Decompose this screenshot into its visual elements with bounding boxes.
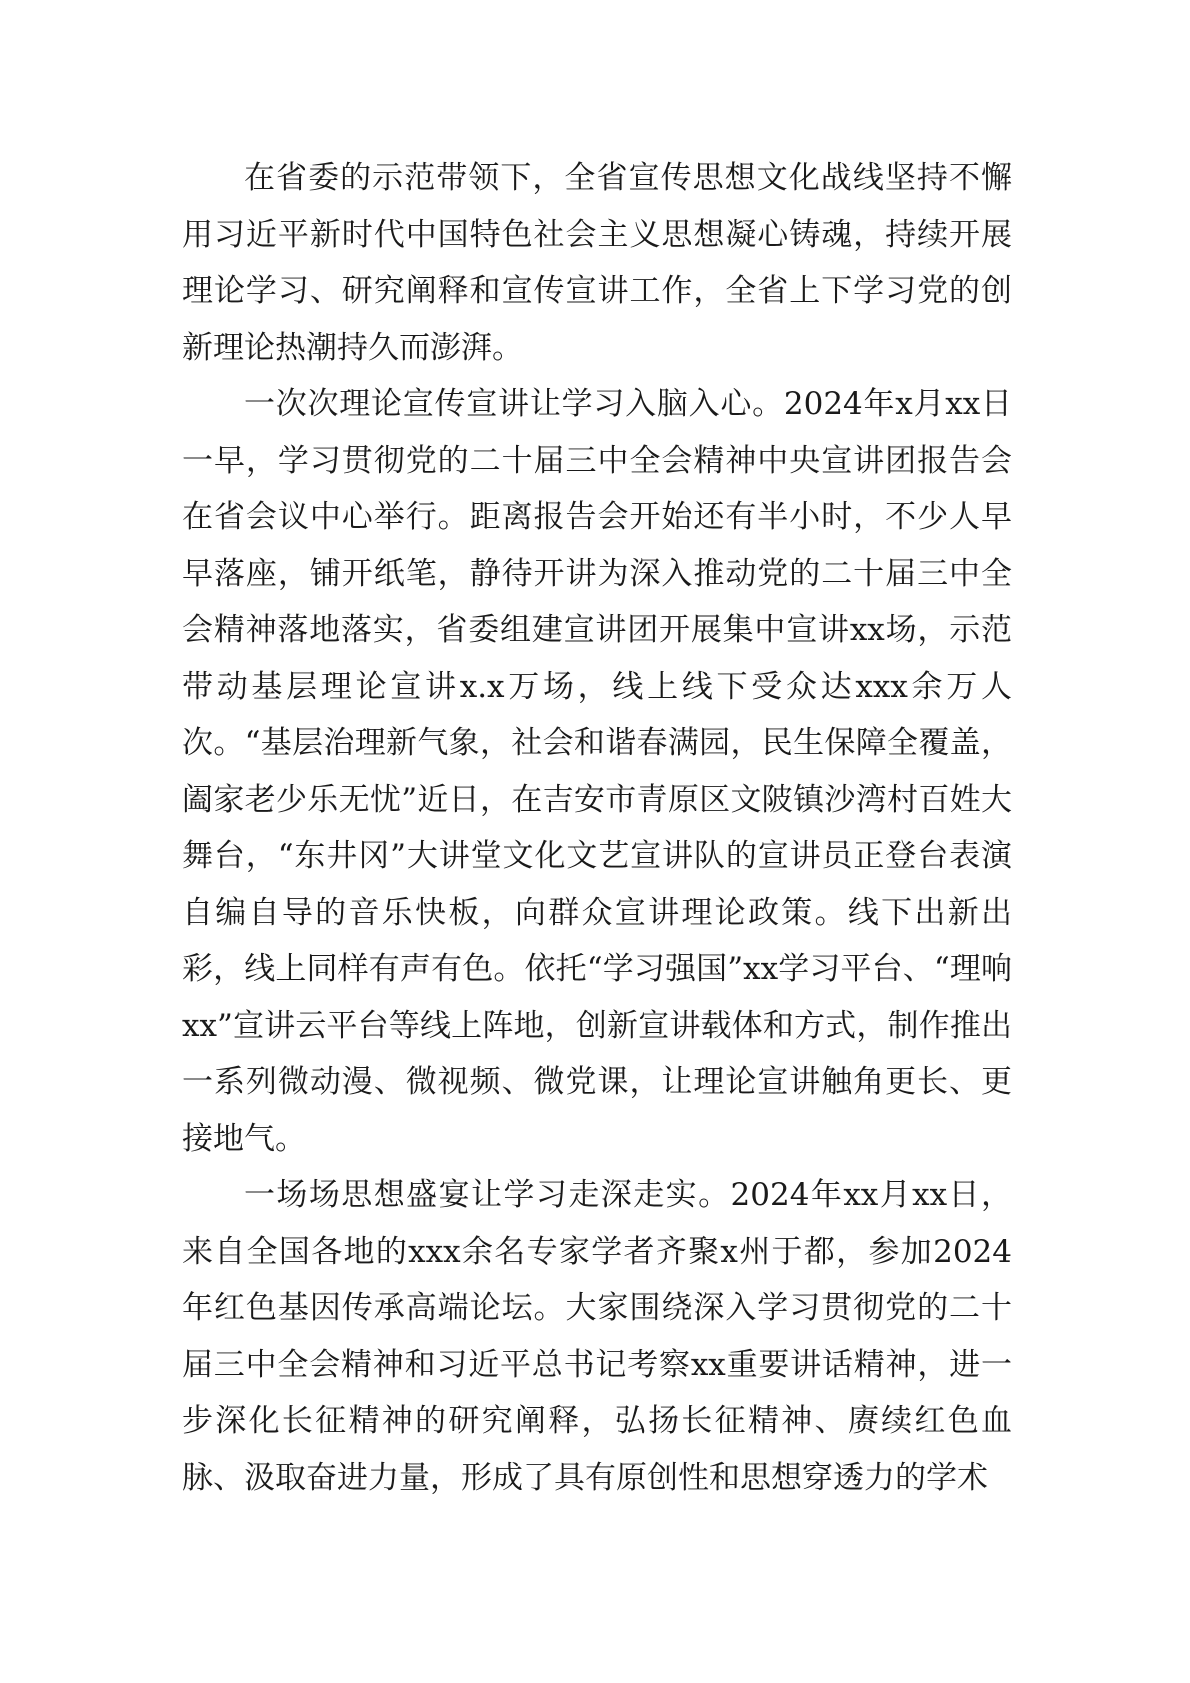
paragraph-1: 在省委的示范带领下，全省宣传思想文化战线坚持不懈用习近平新时代中国特色社会主义思想凝心铸魂，持续开展理论学习、研究阐释和宣传宣讲工作，全省上下学习党的创新理论热潮持久而澎湃。 xyxy=(182,160,1012,366)
document-body xyxy=(182,150,1012,1506)
paragraph-2: 一次次理论宣传宣讲让学习入脑入心。2024年x月xx日一早，学习贯彻党的二十届三中全会精神中央宣讲团报告会在省会议中心举行。距离报告会开始还有半小时，不少人早早落座，铺开纸笔，静待开讲为深入推动党的二十届三中全会精神落地落实，省委组建宣讲团开展集中宣讲xx场，示范带动基层理论宣讲x.x万场，线上线下受众达xxx余万人次。“基层治理新气象，社会和谐春满园，民生保障全覆盖，阖家老少乐无忧”近日，在吉安市青原区文陂镇沙湾村百姓大舞台，“东井冈”大讲堂文化文艺宣讲队的宣讲员正登台表演自编自导的音乐快板，向群众宣讲理论政策。线下出新出彩，线上同样有声有色。依托“学习强国”xx学习平台、“理响xx”宣讲云平台等线上阵地，创新宣讲载体和方式，制作推出一系列微动漫、微视频、微党课，让理论宣讲触角更长、更接地气。 xyxy=(182,386,1012,1157)
paragraph-3: 一场场思想盛宴让学习走深走实。2024年xx月xx日，来自全国各地的xxx余名专家学者齐聚x州于都，参加2024年红色基因传承高端论坛。大家围绕深入学习贯彻党的二十届三中全会精神和习近平总书记考察xx重要讲话精神，进一步深化长征精神的研究阐释，弘扬长征精神、赓续红色血脉、汲取奋进力量，形成了具有原创性和思想穿透力的学术 xyxy=(182,1177,1012,1496)
